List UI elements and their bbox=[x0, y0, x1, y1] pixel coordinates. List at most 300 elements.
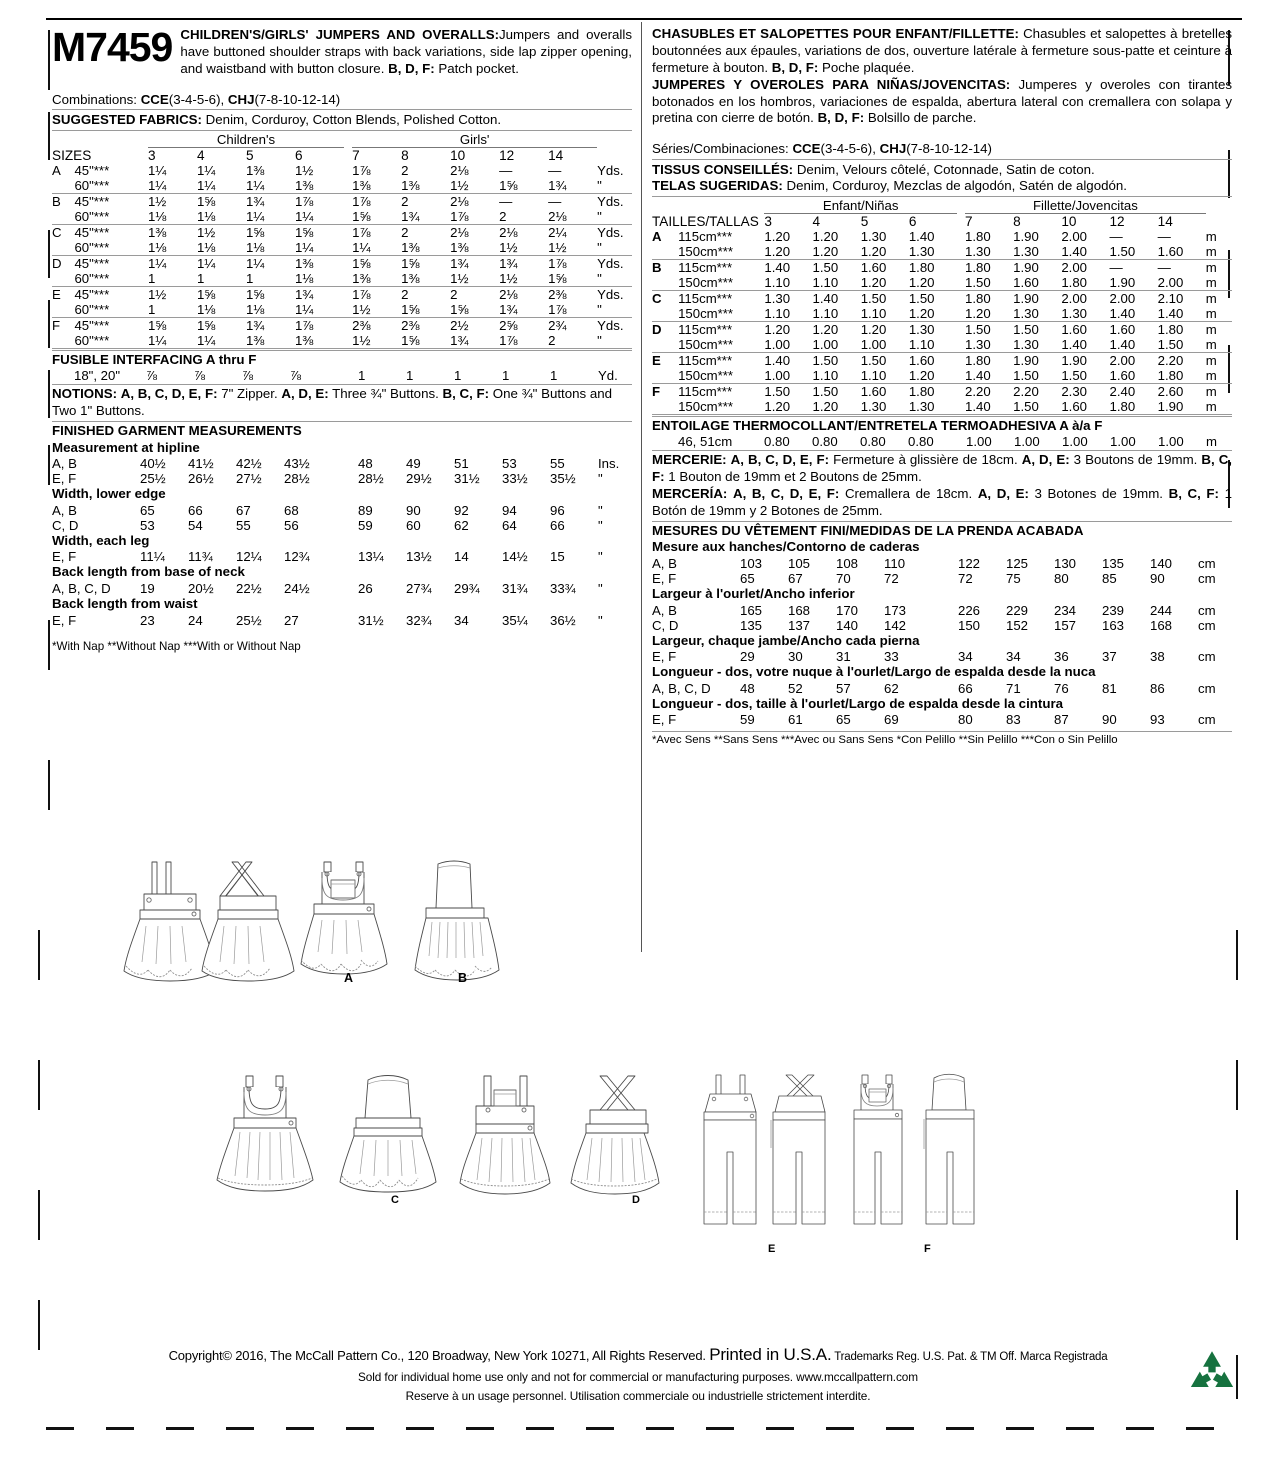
fabric-width: 60"*** bbox=[74, 240, 148, 256]
yardage-value: 1.40 bbox=[908, 228, 935, 244]
measurement-value: 81 bbox=[1102, 680, 1117, 696]
unit-label: " bbox=[598, 471, 603, 487]
yardage-value: 1.40 bbox=[1061, 337, 1109, 353]
yardage-value: 1¼ bbox=[245, 255, 265, 271]
yardage-value: — bbox=[1109, 228, 1123, 244]
yardage-row bbox=[652, 321, 1232, 337]
yardage-row bbox=[52, 302, 632, 318]
column-divider bbox=[641, 22, 642, 952]
notions-line-es bbox=[652, 486, 1232, 520]
yardage-value: 2.00 bbox=[1158, 275, 1206, 291]
unit-label: " bbox=[598, 549, 603, 565]
yardage-row bbox=[652, 244, 1232, 260]
yardage-value: 1.60 bbox=[1158, 244, 1206, 260]
measurement-value: 25½ bbox=[236, 612, 262, 628]
size-cell: 7 bbox=[352, 147, 360, 163]
measurement-value: 57 bbox=[836, 680, 851, 696]
yardage-row bbox=[52, 193, 632, 209]
measurement-value: 62 bbox=[884, 680, 899, 696]
fabric-width: 45"*** bbox=[74, 317, 110, 333]
yardage-value: 2 bbox=[401, 193, 409, 209]
measurement-value: 27 bbox=[284, 612, 299, 628]
measurement-value: 80 bbox=[958, 712, 973, 728]
measurement-row bbox=[52, 518, 632, 533]
unit-label: " bbox=[598, 612, 603, 628]
yardage-value: 1.30 bbox=[1013, 244, 1061, 260]
yardage-value: 1.40 bbox=[1109, 337, 1157, 353]
yardage-value: 1.30 bbox=[861, 399, 909, 415]
view-letter bbox=[652, 399, 678, 415]
measurement-views: E, F bbox=[652, 571, 677, 587]
yardage-value: 1.50 bbox=[764, 383, 791, 399]
view-letter: B bbox=[652, 259, 662, 275]
measurement-value: 28½ bbox=[284, 471, 310, 487]
yardage-value: 1⅞ bbox=[499, 333, 548, 349]
combinations-line bbox=[52, 91, 632, 108]
yardage-value: 1⅝ bbox=[401, 302, 450, 318]
yardage-row bbox=[52, 209, 632, 225]
yardage-row bbox=[52, 178, 632, 194]
measurement-value: 29 bbox=[740, 649, 755, 665]
view-letter bbox=[652, 337, 678, 353]
measurement-row bbox=[652, 618, 1232, 633]
unit-label: " bbox=[597, 209, 632, 225]
view-letter bbox=[52, 271, 74, 287]
yardage-row bbox=[652, 306, 1232, 322]
measurement-row bbox=[652, 556, 1232, 571]
sizes-header-row-metric bbox=[652, 213, 1232, 229]
measurement-value: 90 bbox=[406, 502, 421, 518]
view-letter bbox=[652, 306, 678, 322]
yardage-value: 1.60 bbox=[908, 352, 935, 368]
combinations-label: Combinations: bbox=[52, 92, 141, 108]
yardage-value: 1.20 bbox=[813, 399, 861, 415]
yardage-value: 1.10 bbox=[813, 368, 861, 384]
garment-a-back bbox=[202, 862, 294, 981]
sizes-header-row bbox=[52, 147, 632, 163]
yardage-value: 2.60 bbox=[1157, 383, 1184, 399]
measurement-value: 75 bbox=[1006, 571, 1021, 587]
yardage-value: 1.20 bbox=[909, 275, 957, 291]
yardage-value: 1⅝ bbox=[196, 317, 216, 333]
fabric-width: 150cm*** bbox=[678, 244, 764, 260]
registration-tick bbox=[1236, 930, 1238, 980]
yardage-value: 2 bbox=[401, 286, 409, 302]
measurement-value: 34 bbox=[454, 612, 469, 628]
yardage-value: 1.30 bbox=[909, 399, 957, 415]
interfacing-row-metric bbox=[652, 434, 1232, 449]
yardage-value: 1⅛ bbox=[197, 209, 246, 225]
fabric-width: 150cm*** bbox=[678, 337, 764, 353]
interfacing-value: ⅞ bbox=[290, 368, 301, 384]
measurement-value: 53 bbox=[140, 517, 155, 533]
usage-personnel-line: Reserve à un usage personnel. Utilisation commerciale ou industrielle strictement interdite. bbox=[405, 1389, 871, 1403]
measurement-views: E, F bbox=[652, 712, 677, 728]
view-letter: F bbox=[652, 383, 661, 399]
unit-label: cm bbox=[1198, 617, 1216, 633]
yardage-value: 1.60 bbox=[860, 383, 887, 399]
pattern-description-en bbox=[180, 26, 632, 77]
group-fillette-label: Fillette/Jovencitas bbox=[965, 198, 1206, 214]
yardage-table-imperial bbox=[52, 132, 632, 349]
registration-tick bbox=[48, 760, 50, 810]
measurement-row bbox=[52, 581, 632, 596]
view-letter bbox=[52, 333, 74, 349]
illustrations-row-3 bbox=[692, 1062, 992, 1267]
interfacing-value: 0.80 bbox=[812, 434, 838, 450]
finished-measurement-table bbox=[652, 556, 1232, 586]
pattern-number: M7459 bbox=[52, 24, 173, 70]
registration-tick bbox=[38, 1060, 40, 1110]
finished-measurement-table bbox=[652, 649, 1232, 664]
measurement-value: 35½ bbox=[550, 471, 576, 487]
finished-measurement-table bbox=[52, 549, 632, 564]
yardage-value: 1.50 bbox=[908, 290, 935, 306]
yardage-value: 1.20 bbox=[812, 321, 839, 337]
notions-text: A, B, C, D, E, F: Cremallera de 18cm. A, D, E: 3 Botones de 19mm. B, C, F: 1 Botón de 19mm y 2 Botones de 25mm. bbox=[652, 486, 1232, 518]
yardage-value: 1⅛ bbox=[246, 240, 295, 256]
yardage-value: 1.40 bbox=[965, 399, 1013, 415]
yardage-value: — bbox=[1157, 228, 1171, 244]
fabric-width: 115cm*** bbox=[678, 383, 733, 399]
measurement-value: 140 bbox=[836, 617, 859, 633]
yardage-value: 1⅜ bbox=[450, 240, 499, 256]
fabrics-es-value: Denim, Corduroy, Mezclas de algodón, Satén de algodón. bbox=[782, 177, 1127, 193]
combination-a-sizes: (3-4-5-6), bbox=[168, 92, 228, 108]
yardage-value: 1.60 bbox=[1109, 368, 1157, 384]
size-cell: 6 bbox=[908, 213, 917, 229]
view-letter bbox=[52, 178, 74, 194]
fabric-width: 45"*** bbox=[74, 162, 110, 178]
measurement-value: 34 bbox=[958, 649, 973, 665]
measurement-group-head: Width, each leg bbox=[52, 532, 150, 548]
fabric-width: 60"*** bbox=[74, 333, 148, 349]
measurement-value: 152 bbox=[1006, 617, 1029, 633]
measurement-value: 165 bbox=[740, 602, 763, 618]
unit-label: Yds. bbox=[597, 162, 624, 178]
measurement-value: 27¾ bbox=[406, 581, 432, 597]
yardage-value: 1⅞ bbox=[352, 162, 371, 178]
garment-c-back bbox=[340, 1076, 436, 1193]
measurement-value: 90 bbox=[1102, 712, 1117, 728]
measurement-value: 36 bbox=[1054, 649, 1069, 665]
measurement-value: 52 bbox=[788, 680, 803, 696]
measurement-value: 103 bbox=[740, 556, 763, 572]
measurement-views: E, F bbox=[652, 649, 677, 665]
size-cell: 7 bbox=[965, 213, 973, 229]
yardage-value: 1½ bbox=[352, 333, 401, 349]
yardage-value: 1.80 bbox=[908, 383, 935, 399]
measurement-row bbox=[652, 681, 1232, 696]
measurement-value: 33¾ bbox=[550, 581, 576, 597]
fabric-width: 45"*** bbox=[74, 286, 110, 302]
fabric-width: 150cm*** bbox=[678, 368, 764, 384]
illustrations-row-1 bbox=[120, 848, 520, 993]
yardage-value: 1⅝ bbox=[245, 286, 265, 302]
yardage-value: 1⅝ bbox=[548, 271, 597, 287]
view-label-d: D bbox=[632, 1194, 640, 1206]
finished-measurements-en bbox=[52, 440, 632, 628]
view-letter bbox=[652, 244, 678, 260]
yardage-value: 1 bbox=[148, 302, 197, 318]
measurement-value: 142 bbox=[884, 617, 907, 633]
measurement-value: 110 bbox=[884, 556, 906, 572]
measurement-value: 22½ bbox=[236, 581, 262, 597]
yardage-value: 1.20 bbox=[764, 321, 791, 337]
yardage-value: 1.20 bbox=[861, 244, 909, 260]
series-a-sizes: (3-4-5-6), bbox=[820, 141, 880, 157]
interfacing-value: 0.80 bbox=[764, 434, 790, 450]
yardage-value: 1⅛ bbox=[148, 209, 197, 225]
measurement-value: 38 bbox=[1150, 649, 1165, 665]
yardage-row bbox=[652, 229, 1232, 244]
unit-label: cm bbox=[1198, 712, 1216, 728]
measurement-group-head: Width, lower edge bbox=[52, 486, 166, 502]
measurement-value: 48 bbox=[358, 456, 373, 472]
yardage-value: 2 bbox=[401, 224, 409, 240]
measurement-value: 23 bbox=[140, 612, 155, 628]
series-label: Séries/Combinaciones: bbox=[652, 141, 793, 157]
notions-label: NOTIONS: bbox=[52, 386, 118, 402]
yardage-value: 1⅝ bbox=[401, 333, 450, 349]
measurement-value: 26½ bbox=[188, 471, 214, 487]
yardage-value: 1½ bbox=[450, 178, 499, 194]
measurement-value: 14 bbox=[454, 549, 469, 565]
yardage-rows bbox=[52, 163, 632, 349]
nap-note-foreign: *Avec Sens **Sans Sens ***Avec ou Sans Sens *Con Pelillo **Sin Pelillo ***Con o Sin Pelillo bbox=[652, 734, 1118, 747]
yardage-value: 1½ bbox=[548, 240, 597, 256]
yardage-value: 1.80 bbox=[1061, 275, 1109, 291]
measurement-value: 72 bbox=[958, 571, 973, 587]
illustrations-row-2 bbox=[200, 1060, 680, 1210]
measurement-value: 122 bbox=[958, 556, 981, 572]
yardage-value: 1¼ bbox=[197, 178, 246, 194]
fabric-width: 115cm*** bbox=[678, 321, 733, 337]
pattern-desc-es-views: B, D, bbox=[817, 110, 848, 126]
yardage-value: 1¼ bbox=[295, 302, 344, 318]
english-column bbox=[52, 26, 632, 653]
yardage-value: 1.30 bbox=[909, 244, 957, 260]
yardage-value: 1.40 bbox=[764, 259, 791, 275]
size-cell: 6 bbox=[294, 147, 303, 163]
yardage-value: 1.90 bbox=[1061, 352, 1087, 368]
pattern-description-es bbox=[652, 77, 1232, 128]
measurement-value: 69 bbox=[884, 712, 899, 728]
sizes-label-metric: TAILLES/TALLAS bbox=[652, 213, 759, 229]
measurement-value: 55 bbox=[550, 456, 565, 472]
printed-in-usa: Printed in U.S.A. bbox=[709, 1345, 832, 1364]
yardage-value: 1.20 bbox=[861, 275, 909, 291]
view-label-e: E bbox=[768, 1243, 776, 1255]
yardage-value: 1¼ bbox=[197, 333, 246, 349]
yardage-row bbox=[652, 259, 1232, 275]
unit-label: cm bbox=[1198, 680, 1216, 696]
view-letter: F bbox=[52, 317, 61, 333]
size-group-header-row bbox=[52, 132, 632, 148]
yardage-value: 1⅞ bbox=[352, 193, 371, 209]
yardage-value: 1.50 bbox=[812, 259, 839, 275]
measurement-value: 11¼ bbox=[140, 549, 165, 565]
registration-tick bbox=[38, 1190, 40, 1240]
measurement-value: 83 bbox=[1006, 712, 1021, 728]
sizes-label: SIZES bbox=[52, 147, 92, 163]
measurement-value: 19 bbox=[140, 581, 155, 597]
pattern-desc-es-1: Jumperes y overoles con tirantes botonados en los hombros, variaciones de espalda, abertura lateral con cremallera con solapa y pretina con cierre de botón. bbox=[652, 76, 1233, 126]
interfacing-width: 46, 51cm bbox=[678, 434, 733, 450]
yardage-row bbox=[652, 275, 1232, 291]
view-label-a: A bbox=[344, 971, 354, 985]
yardage-value: 1⅛ bbox=[197, 240, 246, 256]
fabric-width: 60"*** bbox=[74, 302, 148, 318]
fabrics-fr-value: Denim, Velours côtelé, Cotonnade, Satin de coton. bbox=[793, 161, 1095, 177]
yardage-value: 1.20 bbox=[764, 228, 791, 244]
measurement-value: 13¼ bbox=[358, 549, 384, 565]
measurement-value: 90 bbox=[1150, 571, 1165, 587]
measurement-value: 140 bbox=[1150, 556, 1173, 572]
fabric-width: 115cm*** bbox=[678, 352, 733, 368]
divider-rule bbox=[52, 109, 632, 110]
measurement-group-head: Longueur - dos, votre nuque à l'ourlet/Largo de espalda desde la nuca bbox=[652, 664, 1096, 680]
registration-tick bbox=[48, 445, 50, 485]
unit-label: m bbox=[1206, 306, 1232, 322]
fabric-width: 115cm*** bbox=[678, 228, 733, 244]
divider-rule bbox=[652, 196, 1232, 197]
measurement-value: 37 bbox=[1102, 649, 1117, 665]
measurement-group-head: Measurement at hipline bbox=[52, 439, 200, 455]
yardage-value: 1¼ bbox=[148, 333, 197, 349]
yardage-value: 1⅝ bbox=[196, 193, 216, 209]
view-letter: D bbox=[652, 321, 662, 337]
yardage-value: 1.20 bbox=[909, 368, 957, 384]
measurement-value: 29¾ bbox=[454, 581, 480, 597]
recycle-icon bbox=[1186, 1348, 1238, 1400]
yardage-value: 2⅛ bbox=[499, 286, 518, 302]
view-letter bbox=[652, 275, 678, 291]
yardage-value: 1.50 bbox=[812, 383, 839, 399]
measurement-views: A, B, C, D bbox=[652, 680, 711, 696]
yardage-value: 1⅜ bbox=[294, 255, 314, 271]
yardage-value: 1.80 bbox=[1158, 368, 1206, 384]
measurement-value: 30 bbox=[788, 649, 803, 665]
pattern-desc-es-views-2: F: bbox=[851, 110, 865, 126]
yardage-value: 1½ bbox=[450, 271, 499, 287]
yardage-value: 2.00 bbox=[1109, 290, 1136, 306]
interfacing-table-metric bbox=[652, 434, 1232, 449]
measurement-value: 157 bbox=[1054, 617, 1077, 633]
yardage-value: 1⅝ bbox=[352, 209, 401, 225]
garment-e-back bbox=[771, 1075, 825, 1224]
unit-label: m bbox=[1205, 259, 1217, 275]
divider-rule bbox=[652, 416, 1232, 417]
fabric-width: 60"*** bbox=[74, 271, 148, 287]
size-cell: 14 bbox=[1157, 213, 1173, 229]
yardage-value: 2⅜ bbox=[352, 317, 371, 333]
view-letter: A bbox=[652, 228, 662, 244]
measurement-value: 28½ bbox=[358, 471, 384, 487]
yardage-value: 1⅜ bbox=[295, 178, 344, 194]
footer bbox=[0, 1345, 1276, 1403]
measurement-value: 14½ bbox=[502, 549, 528, 565]
measurement-value: 68 bbox=[284, 502, 299, 518]
interfacing-value: 1 bbox=[406, 368, 414, 384]
finished-measurement-table bbox=[52, 613, 632, 628]
yardage-value: 2.20 bbox=[1157, 352, 1184, 368]
yardage-value: 1.00 bbox=[813, 337, 861, 353]
divider-rule bbox=[52, 130, 632, 131]
yardage-value: 1¼ bbox=[147, 255, 167, 271]
yardage-value: 1½ bbox=[196, 224, 216, 240]
yardage-value: 1¾ bbox=[450, 255, 469, 271]
yardage-value: 2.00 bbox=[1109, 352, 1136, 368]
interfacing-value: ⅞ bbox=[194, 368, 205, 384]
yardage-value: 2.00 bbox=[1061, 290, 1087, 306]
registration-tick bbox=[48, 370, 50, 418]
registration-tick bbox=[1236, 1190, 1238, 1240]
yardage-value: 1.40 bbox=[965, 368, 1013, 384]
yardage-value: 1¼ bbox=[352, 240, 401, 256]
measurement-value: 137 bbox=[788, 617, 811, 633]
pattern-title-en: CHILDREN'S/GIRLS' JUMPERS AND OVERALLS: bbox=[180, 27, 499, 42]
suggested-fabrics-value: Denim, Corduroy, Cotton Blends, Polished Cotton. bbox=[201, 112, 502, 128]
yardage-value: 1.50 bbox=[1158, 337, 1206, 353]
view-label-f: F bbox=[924, 1243, 931, 1255]
garment-d-back bbox=[571, 1076, 659, 1194]
yardage-value: 2¼ bbox=[548, 224, 567, 240]
yardage-value: 1.60 bbox=[1061, 321, 1087, 337]
yardage-value: 1¼ bbox=[295, 240, 344, 256]
measurement-row bbox=[652, 712, 1232, 727]
interfacing-value: 1 bbox=[502, 368, 510, 384]
measurement-value: 48 bbox=[740, 680, 755, 696]
view-letter bbox=[52, 240, 74, 256]
yardage-value: 1⅝ bbox=[499, 178, 548, 194]
series-b: CHJ bbox=[879, 141, 907, 157]
yardage-value: 1⅝ bbox=[196, 286, 216, 302]
measurement-views: A, B, C, D bbox=[52, 581, 111, 597]
pattern-desc-fr-2: Poche plaquée. bbox=[818, 59, 915, 75]
unit-label: m bbox=[1206, 244, 1232, 260]
yardage-value: — bbox=[499, 193, 513, 209]
view-label-c: C bbox=[391, 1194, 399, 1206]
yardage-value: 1.90 bbox=[1013, 259, 1039, 275]
yardage-value: 2⅝ bbox=[499, 317, 518, 333]
view-letter: E bbox=[652, 352, 661, 368]
measurement-value: 71 bbox=[1006, 680, 1021, 696]
measurement-value: 43½ bbox=[284, 456, 310, 472]
measurement-value: 59 bbox=[740, 712, 755, 728]
yardage-row bbox=[52, 271, 632, 287]
yardage-value: 1.30 bbox=[860, 228, 887, 244]
measurement-views: E, F bbox=[52, 471, 77, 487]
unit-label: Ins. bbox=[598, 456, 620, 472]
fabric-width: 60"*** bbox=[74, 209, 148, 225]
unit-label: cm bbox=[1198, 571, 1216, 587]
yardage-value: 1¾ bbox=[294, 286, 314, 302]
yardage-value: 1½ bbox=[147, 286, 167, 302]
yardage-row bbox=[652, 383, 1232, 399]
measurement-value: 244 bbox=[1150, 602, 1173, 618]
measurement-value: 65 bbox=[140, 502, 155, 518]
measurement-views: C, D bbox=[52, 517, 79, 533]
yardage-value: 2 bbox=[499, 209, 548, 225]
yardage-value: 1½ bbox=[352, 302, 401, 318]
yardage-value: 1¾ bbox=[499, 255, 518, 271]
unit-label: " bbox=[598, 581, 603, 597]
yardage-value: 1⅞ bbox=[352, 224, 371, 240]
fabric-width: 45"*** bbox=[74, 224, 110, 240]
interfacing-value: 0.80 bbox=[908, 434, 934, 450]
measurement-value: 12¾ bbox=[284, 549, 310, 565]
